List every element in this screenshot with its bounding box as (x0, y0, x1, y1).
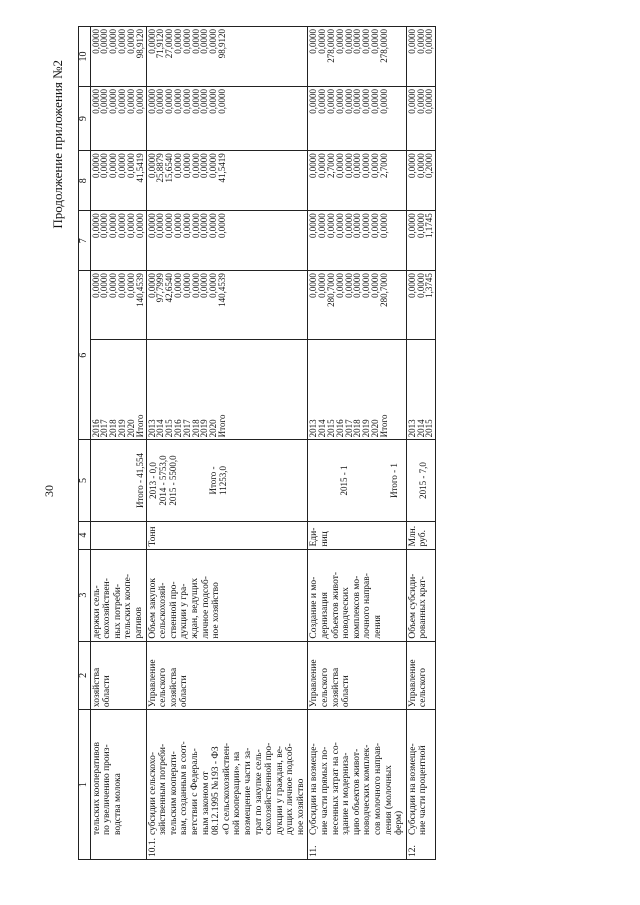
indicator-value-cell: Итого - 41,554 (90, 440, 146, 521)
col-header-3: 3 (79, 549, 91, 641)
activity-cell (308, 710, 406, 860)
col-header-2: 2 (79, 641, 91, 710)
funding-col10-cell: 0,0000 71,9120 27,0000 0,0000 0,0000 0,0000 0,0000 0,0000 98,9120 (146, 27, 308, 87)
funding-total-cell: 0,0000 0,0000 0,0000 0,0000 0,0000 140,4539 (90, 271, 146, 340)
activity-name: субсидии сельскохо- зяйственным потреби- тельским кооперати- вам, созданным в соот- ветствии с Федераль- ным законом от 08.12.1995 №193 - ФЗ «О сельскохозяйствен- ной кооперации», на возмещение части за- трат по закупке сель- скохозяйственной про- дукции у граждан, ве- дущих личное подсоб- ное хозяйство (147, 741, 306, 835)
column-number-row (79, 27, 91, 860)
table-row (146, 27, 308, 860)
funding-col7-cell: 0,0000 0,0000 0,0000 0,0000 0,0000 0,0000 0,0000 0,0000 0,0000 (146, 211, 308, 271)
table-row (406, 27, 435, 860)
col-header-5: 5 (79, 440, 91, 521)
executor-cell: хозяйства области (90, 641, 146, 710)
funding-col7-cell: 0,0000 0,0000 1,1745 (406, 211, 435, 271)
row-number (92, 839, 124, 857)
table-row (308, 27, 406, 860)
funding-total-cell: 0,0000 0,0000 280,7000 0,0000 0,0000 0,0000 0,0000 0,0000 280,7000 (308, 271, 406, 340)
funding-col7-cell: 0,0000 0,0000 0,0000 0,0000 0,0000 0,0000 0,0000 0,0000 0,0000 (308, 211, 406, 271)
table-row (90, 27, 146, 860)
unit-cell: Еди- ниц (308, 521, 406, 549)
years-cell: 2016 2017 2018 2019 2020 Итого (90, 339, 146, 440)
indicator-cell: Объем закупок сельскохозяй- ственной про- дукции у гра- ждан, ведущих личное подсоб- ное хозяйство (146, 549, 308, 641)
col-header-8: 8 (79, 151, 91, 211)
years-cell: 2013 2014 2015 2016 2017 2018 2019 2020 Итого (308, 339, 406, 440)
funding-col9-cell: 0,0000 0,0000 0,0000 0,0000 0,0000 0,0000 0,0000 0,0000 0,0000 (308, 87, 406, 151)
funding-col9-cell: 0,0000 0,0000 0,0000 (406, 87, 435, 151)
activity-cell (406, 710, 435, 860)
funding-col9-cell: 0,0000 0,0000 0,0000 0,0000 0,0000 0,0000 0,0000 0,0000 0,0000 (146, 87, 308, 151)
activity-name: Субсидии на возмеще- ние части процентной (407, 743, 429, 835)
funding-col8-cell: 0,0000 25,8879 15,6540 0,0000 0,0000 0,0000 0,0000 0,0000 41,5419 (146, 151, 308, 211)
page-number: 30 (42, 485, 56, 497)
executor-cell: Управление сельского хозяйства области (146, 641, 308, 710)
continuation-title: Продолжение приложения №2 (50, 60, 65, 229)
indicator-cell: Объем субсиди- рованных крат- (406, 549, 435, 641)
funding-col7-cell: 0,0000 0,0000 0,0000 0,0000 0,0000 0,0000 (90, 211, 146, 271)
funding-col8-cell: 0,0000 0,0000 0,2000 (406, 151, 435, 211)
activity-cell (90, 710, 146, 860)
activity-cell (146, 710, 308, 860)
activity-name: тельских кооперативов по увеличению произ- водства молока (91, 741, 123, 835)
row-number: 11. (309, 845, 320, 857)
activity-name: Субсидии на возмеще- ние части прямых по- несенных затрат на со- здание и модерниза- цию объектов живот- новодческих комплек- сов молочного направ- ления (молочных ферм) (309, 742, 405, 835)
funding-col8-cell: 0,0000 0,0000 0,0000 0,0000 0,0000 41,5419 (90, 151, 146, 211)
row-number: 10.1. (147, 838, 158, 857)
funding-col8-cell: 0,0000 0,0000 2,7000 0,0000 0,0000 0,0000 0,0000 0,0000 2,7000 (308, 151, 406, 211)
indicator-value-cell: 2015 - 1 Итого - 1 (308, 440, 406, 521)
funding-col10-cell: 0,0000 0,0000 278,0000 0,0000 0,0000 0,0000 0,0000 0,0000 278,0000 (308, 27, 406, 87)
col-header-7: 7 (79, 211, 91, 271)
funding-total-cell: 0,0000 97,7999 42,6540 0,0000 0,0000 0,0000 0,0000 0,0000 140,4539 (146, 271, 308, 340)
col-header-6: 6 (79, 271, 91, 440)
col-header-10: 10 (79, 27, 91, 87)
executor-cell: Управление сельского хозяйства области (308, 641, 406, 710)
col-header-9: 9 (79, 87, 91, 151)
col-header-4: 4 (79, 521, 91, 549)
funding-total-cell: 0,0000 0,0000 1,3745 (406, 271, 435, 340)
col-header-1: 1 (79, 710, 91, 860)
funding-col10-cell: 0,0000 0,0000 0,0000 (406, 27, 435, 87)
funding-col10-cell: 0,0000 0,0000 0,0000 0,0000 0,0000 98,9120 (90, 27, 146, 87)
indicator-cell: Создание и мо- дернизация объектов живот- новодческих комплексов мо- лочного направ- ления (308, 549, 406, 641)
years-cell: 2013 2014 2015 2016 2017 2018 2019 2020 Итого (146, 339, 308, 440)
unit-cell: Млн. руб. (406, 521, 435, 549)
years-cell: 2013 2014 2015 (406, 339, 435, 440)
row-number: 12. (407, 845, 418, 857)
unit-cell (90, 521, 146, 549)
funding-col9-cell: 0,0000 0,0000 0,0000 0,0000 0,0000 0,0000 (90, 87, 146, 151)
indicator-cell: держки сель- скохозяйствен- ных потреби- тельских коопе- ративов (90, 549, 146, 641)
program-table (78, 26, 436, 860)
indicator-value-cell: 2015 - 7,0 (406, 440, 435, 521)
executor-cell: Управление сельского (406, 641, 435, 710)
unit-cell: Тонн (146, 521, 308, 549)
indicator-value-cell: 2013 - 0,0 2014 - 5753,0 2015 - 5500,0 Итого - 11253,0 (146, 440, 308, 521)
